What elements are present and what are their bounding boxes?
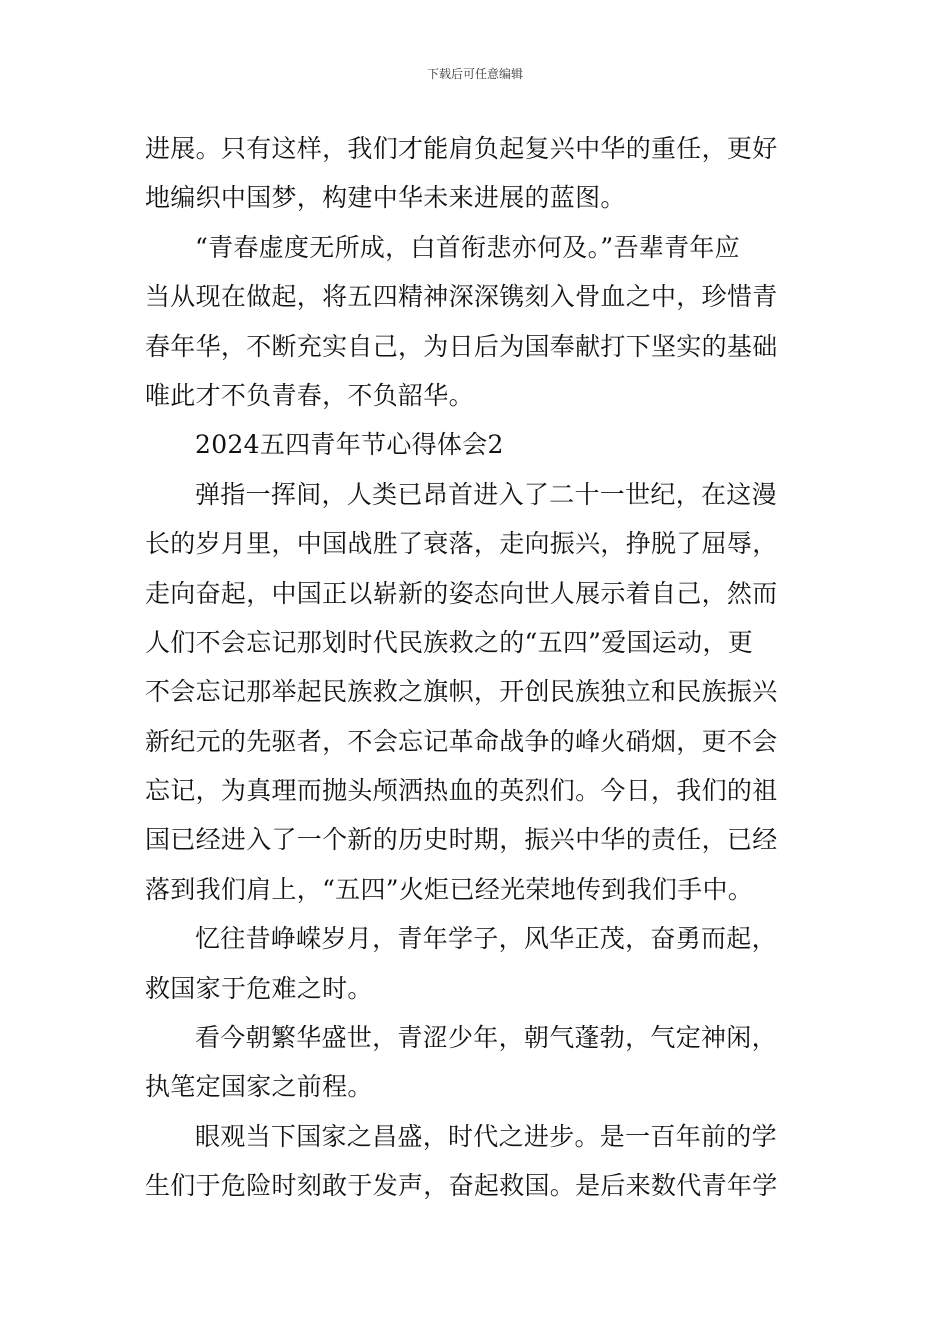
text-line: 落到我们肩上，“五四”火炬已经光荣地传到我们手中。: [145, 874, 754, 904]
text-line: 唯此才不负青春，不负韶华。: [145, 380, 474, 410]
text-line: 当从现在做起，将五四精神深深镌刻入骨血之中，珍惜青: [145, 282, 778, 312]
text-line: 国已经进入了一个新的历史时期，振兴中华的责任，已经: [145, 825, 778, 855]
text-line: 人们不会忘记那划时代民族救之的“五四”爱国运动，更: [145, 627, 754, 657]
section-heading: 2024五四青年节心得体会2: [195, 430, 504, 460]
text-line: 地编织中国梦，构建中华未来进展的蓝图。: [145, 183, 626, 213]
page-header: 下载后可任意编辑: [426, 67, 523, 81]
text-line: 执笔定国家之前程。: [145, 1072, 373, 1102]
text-line: 不会忘记那举起民族救之旗帜，开创民族独立和民族振兴: [145, 677, 778, 707]
text-line: 忘记，为真理而抛头颅洒热血的英烈们。今日，我们的祖: [145, 776, 778, 806]
text-line: 春年华，不断充实自己，为日后为国奉献打下坚实的基础: [145, 331, 778, 361]
text-line: 生们于危险时刻敢于发声，奋起救国。是后来数代青年学: [145, 1171, 778, 1201]
text-line: 救国家于危难之时。: [145, 973, 373, 1003]
text-line: 新纪元的先驱者，不会忘记革命战争的峰火硝烟，更不会: [145, 726, 778, 756]
text-line: 走向奋起，中国正以崭新的姿态向世人展示着自己，然而: [145, 578, 778, 608]
text-line: 进展。只有这样，我们才能肩负起复兴中华的重任，更好: [145, 134, 778, 163]
text-line: 眼观当下国家之昌盛，时代之进步。是一百年前的学: [195, 1121, 777, 1151]
text-line: 看今朝繁华盛世，青涩少年，朝气蓬勃，气定神闲，: [195, 1023, 777, 1053]
text-line: “青春虚度无所成，白首衔悲亦何及。”吾辈青年应: [195, 232, 740, 262]
text-line: 忆往昔峥嵘岁月，青年学子，风华正茂，奋勇而起，: [195, 924, 777, 954]
document-body: [145, 124, 807, 1211]
text-line: 长的岁月里，中国战胜了衰落，走向振兴，挣脱了屈辱，: [145, 529, 778, 559]
text-line: 弹指一挥间，人类已昂首进入了二十一世纪，在这漫: [195, 479, 777, 509]
